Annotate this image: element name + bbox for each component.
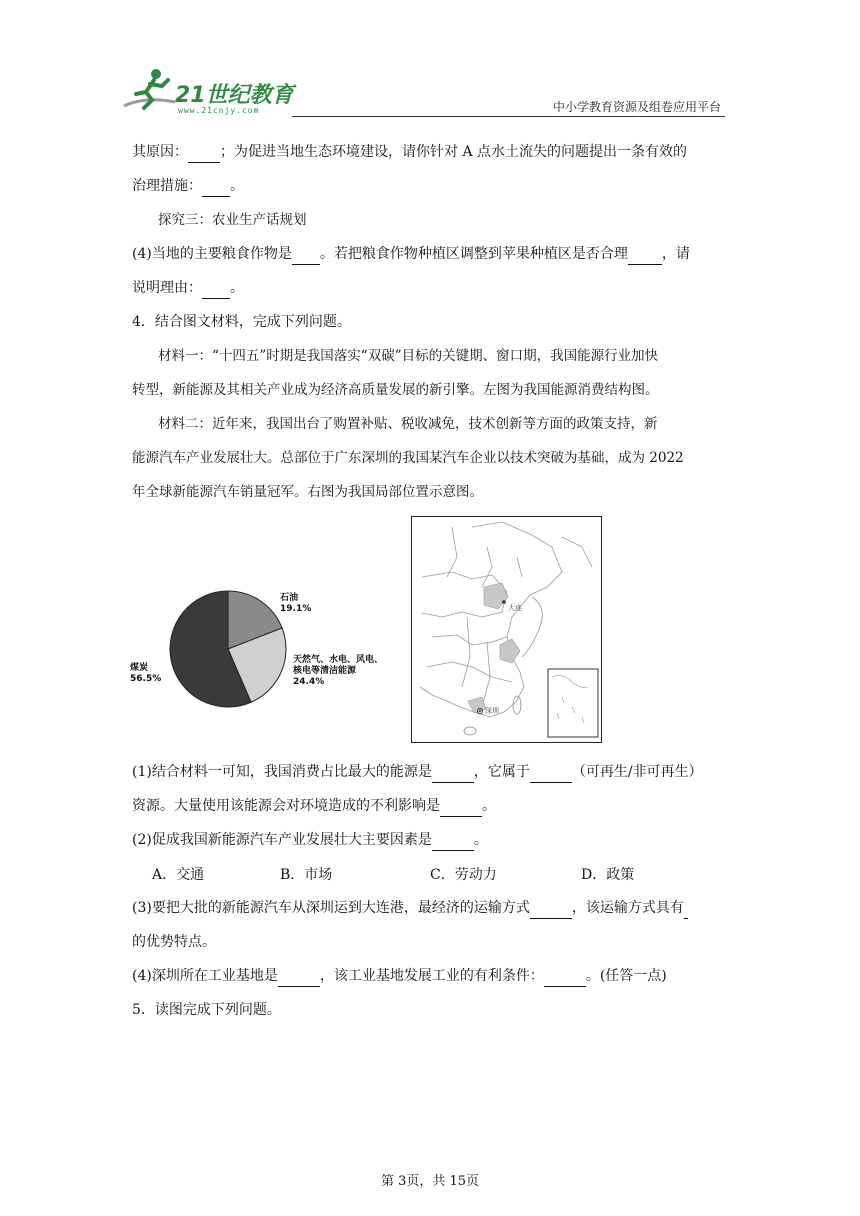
logo-url: www.21cnjy.com	[178, 106, 260, 115]
page-number: 第 3页，共 15页	[380, 1174, 480, 1189]
sub-question-3	[132, 898, 732, 919]
text: ，请	[661, 246, 690, 262]
shenzhen-marker-dot	[479, 710, 481, 712]
text: 资源。大量使用该能源会对环境造成的不利影响是	[132, 798, 440, 814]
pie-label-coal-name: 煤炭	[130, 663, 149, 673]
island-hainan	[464, 727, 476, 735]
line-4	[132, 244, 732, 265]
south-china-sea-inset	[548, 669, 598, 737]
text: (3)要把大批的新能源汽车从深圳运到大连港，最经济的运输方式	[132, 900, 530, 916]
answer-blank	[684, 898, 688, 919]
question-4: 4．结合图文材料，完成下列问题。	[132, 314, 351, 330]
pie-label-oil-value: 19.1%	[280, 604, 312, 614]
text: 。	[473, 832, 488, 848]
pie-label-coal	[130, 663, 161, 685]
logo-runner-icon	[120, 66, 180, 116]
answer-blank	[544, 966, 586, 987]
text: 治理措施：	[132, 178, 202, 194]
answer-blank	[202, 176, 230, 197]
text: (1)结合材料一可知，我国消费占比最大的能源是	[132, 764, 432, 780]
text: (2)促成我国新能源汽车产业发展壮大主要因素是	[132, 832, 432, 848]
shaded-region-east	[500, 639, 520, 663]
answer-blank	[628, 244, 662, 265]
answer-blank	[432, 830, 474, 851]
answer-blank	[278, 966, 320, 987]
city-label-dalian: 大连	[508, 604, 522, 612]
pie-label-oil	[280, 593, 311, 615]
energy-pie-figure	[130, 575, 405, 725]
text: 。	[230, 280, 244, 296]
option-d[interactable]: D．政策	[581, 867, 635, 883]
text: ，该工业基地发展工业的有利条件：	[319, 968, 544, 984]
material-1-line-1: 材料一：“十四五”时期是我国落实“双碳”目标的关键期、窗口期，我国能源行业加快	[158, 348, 659, 364]
text: (4)深圳所在工业基地是	[132, 968, 278, 984]
sub-question-1	[132, 762, 732, 783]
china-location-map	[411, 516, 602, 743]
pie-label-clean	[293, 655, 383, 688]
pie-label-clean-name-2: 核电等清洁能源	[293, 666, 357, 676]
answer-blank	[292, 244, 320, 265]
answer-blank	[202, 278, 230, 299]
shaded-region-north	[484, 583, 508, 609]
text: (4)当地的主要粮食作物是	[132, 246, 292, 262]
pie-label-clean-name-1: 天然气、水电、风电、	[293, 655, 384, 665]
logo-text: 21世纪教育	[175, 83, 294, 108]
option-c[interactable]: C．劳动力	[430, 867, 497, 883]
sub-question-2	[132, 830, 732, 851]
pie-label-coal-value: 56.5%	[130, 674, 162, 684]
text: 。若把粮食作物种植区调整到苹果种植区是否合理	[319, 246, 628, 262]
sub-question-1-cont	[132, 796, 732, 817]
question-5: 5．读图完成下列问题。	[132, 1002, 281, 1018]
sub-question-4	[132, 966, 732, 987]
text: ，它属于	[473, 764, 530, 780]
answer-blank	[432, 762, 474, 783]
line-1	[132, 142, 732, 163]
answer-blank	[440, 796, 482, 817]
dalian-marker-icon	[502, 600, 506, 604]
text: 。	[230, 178, 244, 194]
material-1-line-2: 转型，新能源及其相关产业成为经济高质量发展的新引擎。左图为我国能源消费结构图。	[132, 382, 659, 398]
text: ；为促进当地生态环境建设，请你针对 A 点水土流失的问题提出一条有效的	[220, 144, 688, 160]
line-5	[132, 278, 732, 299]
answer-blank	[530, 898, 572, 919]
text: 其原因：	[132, 144, 188, 160]
platform-name: 中小学教育资源及组卷应用平台	[552, 100, 721, 114]
option-b[interactable]: B．市场	[280, 867, 333, 883]
pie-label-clean-value: 24.4%	[293, 677, 325, 687]
page-header	[120, 62, 725, 122]
answer-blank	[188, 142, 220, 163]
material-2-line-3: 年全球新能源汽车销量冠军。右图为我国局部位置示意图。	[132, 484, 483, 500]
text: 说明理由：	[132, 280, 202, 296]
line-2	[132, 176, 732, 197]
pie-label-oil-name: 石油	[280, 593, 299, 603]
text: 。	[482, 798, 496, 814]
text: ，该运输方式具有	[571, 900, 684, 916]
city-label-shenzhen: 深圳	[485, 707, 499, 715]
option-a[interactable]: A．交通	[152, 867, 205, 883]
material-2-line-2: 能源汽车产业发展壮大。总部位于广东深圳的我国某汽车企业以技术突破为基础，成为 2022	[132, 450, 684, 466]
text: （可再生/非可再生）	[571, 764, 703, 780]
island-taiwan	[513, 696, 521, 714]
text: 。(任答一点)	[585, 968, 667, 984]
header-divider	[292, 116, 725, 117]
answer-blank	[530, 762, 572, 783]
sub-question-3-cont: 的优势特点。	[132, 934, 216, 950]
material-2-line-1: 材料二：近年来，我国出台了购置补贴、税收减免，技术创新等方面的政策支持，新	[158, 416, 658, 432]
section-title: 探究三：农业生产话规划	[158, 212, 307, 228]
energy-pie-chart	[168, 589, 288, 709]
map-drawing	[412, 517, 601, 742]
